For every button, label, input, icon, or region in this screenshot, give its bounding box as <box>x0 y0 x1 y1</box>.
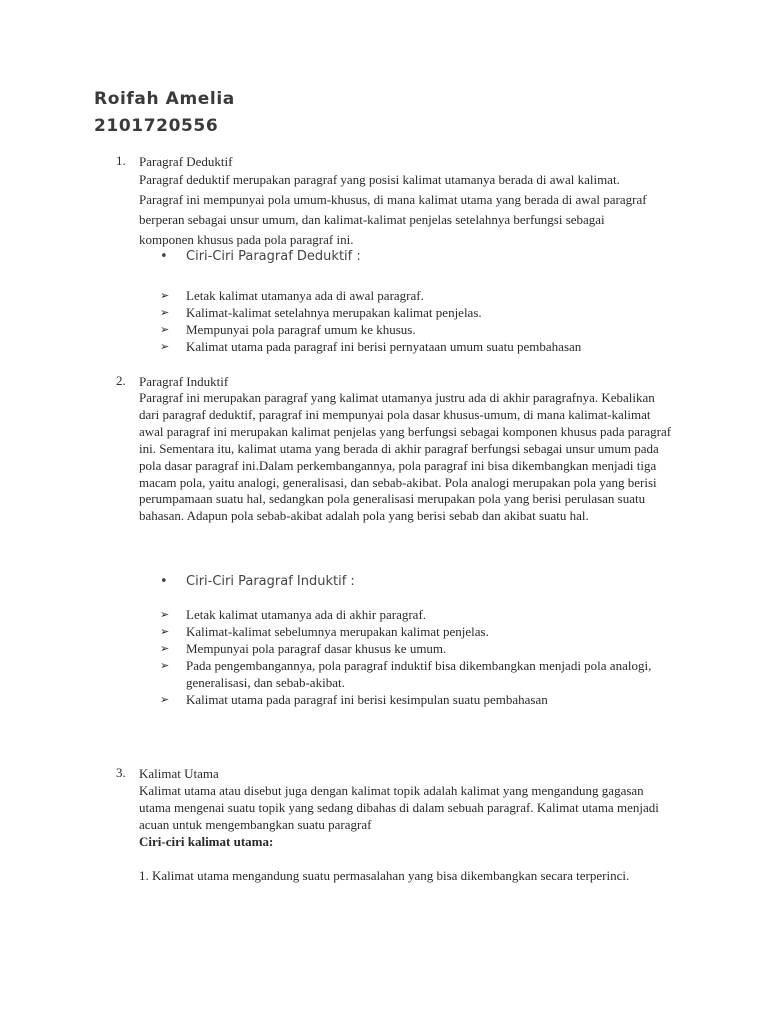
arrow-bullet-icon: ➢ <box>160 608 170 621</box>
characteristics-list <box>160 287 670 355</box>
bullet-icon: • <box>160 574 168 589</box>
bullet-icon: • <box>160 249 168 264</box>
arrow-bullet-icon: ➢ <box>160 306 170 319</box>
bullet-label: Ciri-Ciri Paragraf Deduktif : <box>186 249 361 264</box>
student-id: 2101720556 <box>94 116 219 136</box>
list-item: ➢ Kalimat utama pada paragraf ini berisi kesimpulan suatu pembahasan <box>160 692 548 707</box>
bullet-heading <box>160 574 355 589</box>
section-title: Kalimat Utama <box>139 766 219 781</box>
list-item: ➢ Letak kalimat utamanya ada di awal paragraf. <box>160 288 424 303</box>
arrow-bullet-icon: ➢ <box>160 659 170 672</box>
bullet-heading <box>160 249 361 264</box>
list-item: ➢ Kalimat utama pada paragraf ini berisi pernyataan umum suatu pembahasan <box>160 339 582 354</box>
subheading: Ciri-ciri kalimat utama: <box>139 834 274 849</box>
list-item: ➢ Kalimat-kalimat sebelumnya merupakan kalimat penjelas. <box>160 624 489 639</box>
arrow-bullet-icon: ➢ <box>160 289 170 302</box>
section-paragraph: Paragraf ini merupakan paragraf yang kalimat utamanya justru ada di akhir paragrafnya. Kebalikan dari paragraf deduktif, paragraf ini mempunyai pola dasar khusus-umum, di mana kalimat-kalimat awal paragraf ini merupakan kalimat penjelas yang berfungsi sebagai komponen khusus pada paragraf ini. Sementara itu, kalimat utama yang berada di akhir paragraf berfungsi sebagai unsur umum pada pola dasar paragraf ini.Dalam perkembangannya, pola paragraf ini bisa dikembangkan menjadi tiga macam pola, yaitu analogi, generalisasi, dan sebab-akibat. Pola analogi merupakan pola yang berisi perumpamaan suatu hal, sedangkan pola generalisasi merupakan pola yang berisi perulasan suatu bahasan. Adapun pola sebab-akibat adalah pola yang berisi sebab dan akibat suatu hal. <box>139 390 672 524</box>
section-paragraph: Kalimat utama atau disebut juga dengan kalimat topik adalah kalimat yang mengandung gagasan utama mengenai suatu topik yang sedang dibahas di dalam sebuah paragraf. Kalimat utama menjadi acuan untuk mengembangkan suatu paragraf <box>139 783 659 832</box>
section-paragraph: Paragraf deduktif merupakan paragraf yang posisi kalimat utamanya berada di awal kalimat. Paragraf ini mempunyai pola umum-khusus, di mana kalimat utama yang berada di awal paragraf berperan sebagai unsur umum, dan kalimat-kalimat penjelas setelahnya berfungsi sebagai komponen khusus pada pola paragraf ini. <box>139 172 647 247</box>
arrow-bullet-icon: ➢ <box>160 340 170 353</box>
list-item: ➢ Mempunyai pola paragraf dasar khusus ke umum. <box>160 641 447 656</box>
characteristics-list <box>160 606 670 708</box>
arrow-bullet-icon: ➢ <box>160 323 170 336</box>
section-title: Paragraf Deduktif <box>139 154 233 169</box>
list-item: ➢ Letak kalimat utamanya ada di akhir paragraf. <box>160 607 427 622</box>
author-name: Roifah Amelia <box>94 89 235 109</box>
section-number: 2. <box>116 373 126 388</box>
section-number: 1. <box>116 153 126 168</box>
list-item: ➢ Kalimat-kalimat setelahnya merupakan kalimat penjelas. <box>160 305 482 320</box>
section-number: 3. <box>116 765 126 780</box>
arrow-bullet-icon: ➢ <box>160 625 170 638</box>
arrow-bullet-icon: ➢ <box>160 642 170 655</box>
section-title: Paragraf Induktif <box>139 374 229 389</box>
list-item: ➢ Mempunyai pola paragraf umum ke khusus. <box>160 322 416 337</box>
arrow-bullet-icon: ➢ <box>160 693 170 706</box>
bullet-label: Ciri-Ciri Paragraf Induktif : <box>186 574 355 589</box>
numbered-point: 1. Kalimat utama mengandung suatu permasalahan yang bisa dikembangkan secara terperinci. <box>139 868 630 883</box>
list-item: ➢ Pada pengembangannya, pola paragraf induktif bisa dikembangkan menjadi pola analogi, generalisasi, dan sebab-akibat. <box>160 658 652 690</box>
